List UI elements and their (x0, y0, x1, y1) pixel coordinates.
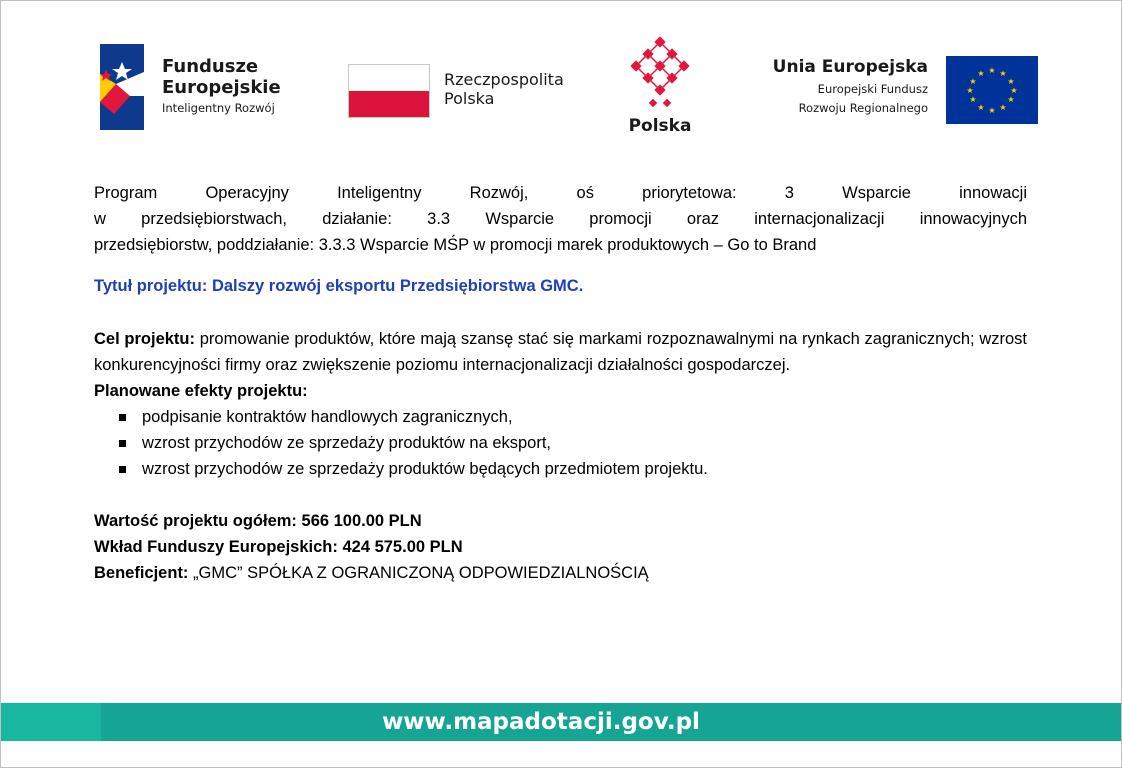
goal-label: Cel projektu: (94, 330, 196, 348)
program-line-1: Program Operacyjny Inteligentny Rozwój, oś priorytetowa: 3 Wsparcie innowacji (94, 184, 1027, 202)
program-paragraph (94, 180, 1027, 258)
list-item (94, 456, 1027, 482)
effect-text: podpisanie kontraktów handlowych zagranicznych, (142, 408, 513, 426)
logo-bar (0, 36, 1122, 146)
bullet-icon (119, 466, 126, 473)
svg-text:★: ★ (999, 69, 1007, 78)
list-item (94, 430, 1027, 456)
beneficiary-label: Beneficjent: (94, 564, 189, 582)
effect-text: wzrost przychodów ze sprzedaży produktów na eksport, (142, 434, 552, 452)
polska-word: Polska (628, 116, 692, 136)
fundusze-europejskie-logo (100, 44, 300, 130)
fundusze-line1: Fundusze (162, 56, 259, 77)
effect-text: wzrost przychodów ze sprzedaży produktów będących przedmiotem projektu. (142, 460, 708, 478)
program-line-2: w przedsiębiorstwach, działanie: 3.3 Wsparcie promocji oraz internacjonalizacji innowacyjnych (94, 210, 1027, 228)
polska-pattern-icon (624, 36, 696, 116)
beneficiary-name: „GMC” SPÓŁKA Z OGRANICZONĄ ODPOWIEDZIALNOŚCIĄ (193, 564, 649, 582)
polish-flag-icon (348, 64, 430, 118)
rzeczpospolita-logo (348, 64, 588, 120)
unia-line3: Rozwoju Regionalnego (798, 101, 928, 115)
svg-text:★: ★ (1007, 77, 1015, 86)
project-title: Tytuł projektu: Dalszy rozwój eksportu Przedsiębiorstwa GMC. (94, 277, 584, 295)
svg-text:★: ★ (977, 69, 985, 78)
effects-label: Planowane efekty projektu: (94, 382, 308, 400)
beneficiary-row (94, 560, 1027, 586)
eu-contribution-label: Wkład Funduszy Europejskich: (94, 538, 338, 556)
polska-brand-logo (624, 36, 696, 140)
svg-text:★: ★ (977, 103, 985, 112)
effects-list (94, 404, 1027, 482)
eu-contribution-row (94, 534, 1027, 560)
footer-bar (1, 703, 1121, 741)
unia-europejska-logo (764, 56, 1044, 126)
rzeczpospolita-line1: Rzeczpospolita (444, 70, 564, 89)
rzeczpospolita-line2: Polska (444, 89, 495, 108)
svg-text:★: ★ (988, 106, 996, 115)
unia-line1: Unia Europejska (772, 57, 928, 77)
goal-text: promowanie produktów, które mają szansę stać się markami rozpoznawalnymi na rynkach zagranicznych; wzrost konkurencyjności firmy oraz zwiększenie poziomu internacjonalizacji działalności gospodarczej. (94, 330, 1027, 374)
footer-url-link[interactable]: www.mapadotacji.gov.pl (382, 709, 700, 735)
svg-text:★: ★ (969, 95, 977, 104)
eu-contribution-value: 424 575.00 PLN (342, 538, 463, 556)
svg-text:★: ★ (1007, 95, 1015, 104)
svg-text:★: ★ (969, 77, 977, 86)
svg-text:★: ★ (999, 103, 1007, 112)
project-value-row (94, 508, 1027, 534)
bullet-icon (119, 440, 126, 447)
project-goal (94, 326, 1027, 378)
project-value: 566 100.00 PLN (301, 512, 422, 530)
svg-text:★: ★ (988, 66, 996, 75)
eu-flag-icon (946, 56, 1038, 124)
fundusze-line3: Inteligentny Rozwój (162, 101, 275, 115)
fundusze-line2: Europejskie (162, 77, 281, 98)
project-value-label: Wartość projektu ogółem: (94, 512, 297, 530)
svg-text:★: ★ (1010, 86, 1018, 95)
svg-text:★: ★ (966, 86, 974, 95)
unia-line2: Europejski Fundusz (817, 82, 928, 96)
project-summary (94, 508, 1027, 586)
project-description (94, 180, 1027, 586)
fundusze-emblem-icon (100, 44, 144, 130)
list-item (94, 404, 1027, 430)
program-line-3: przedsiębiorstw, poddziałanie: 3.3.3 Wsparcie MŚP w promocji marek produktowych – Go to Brand (94, 236, 817, 254)
bullet-icon (119, 414, 126, 421)
